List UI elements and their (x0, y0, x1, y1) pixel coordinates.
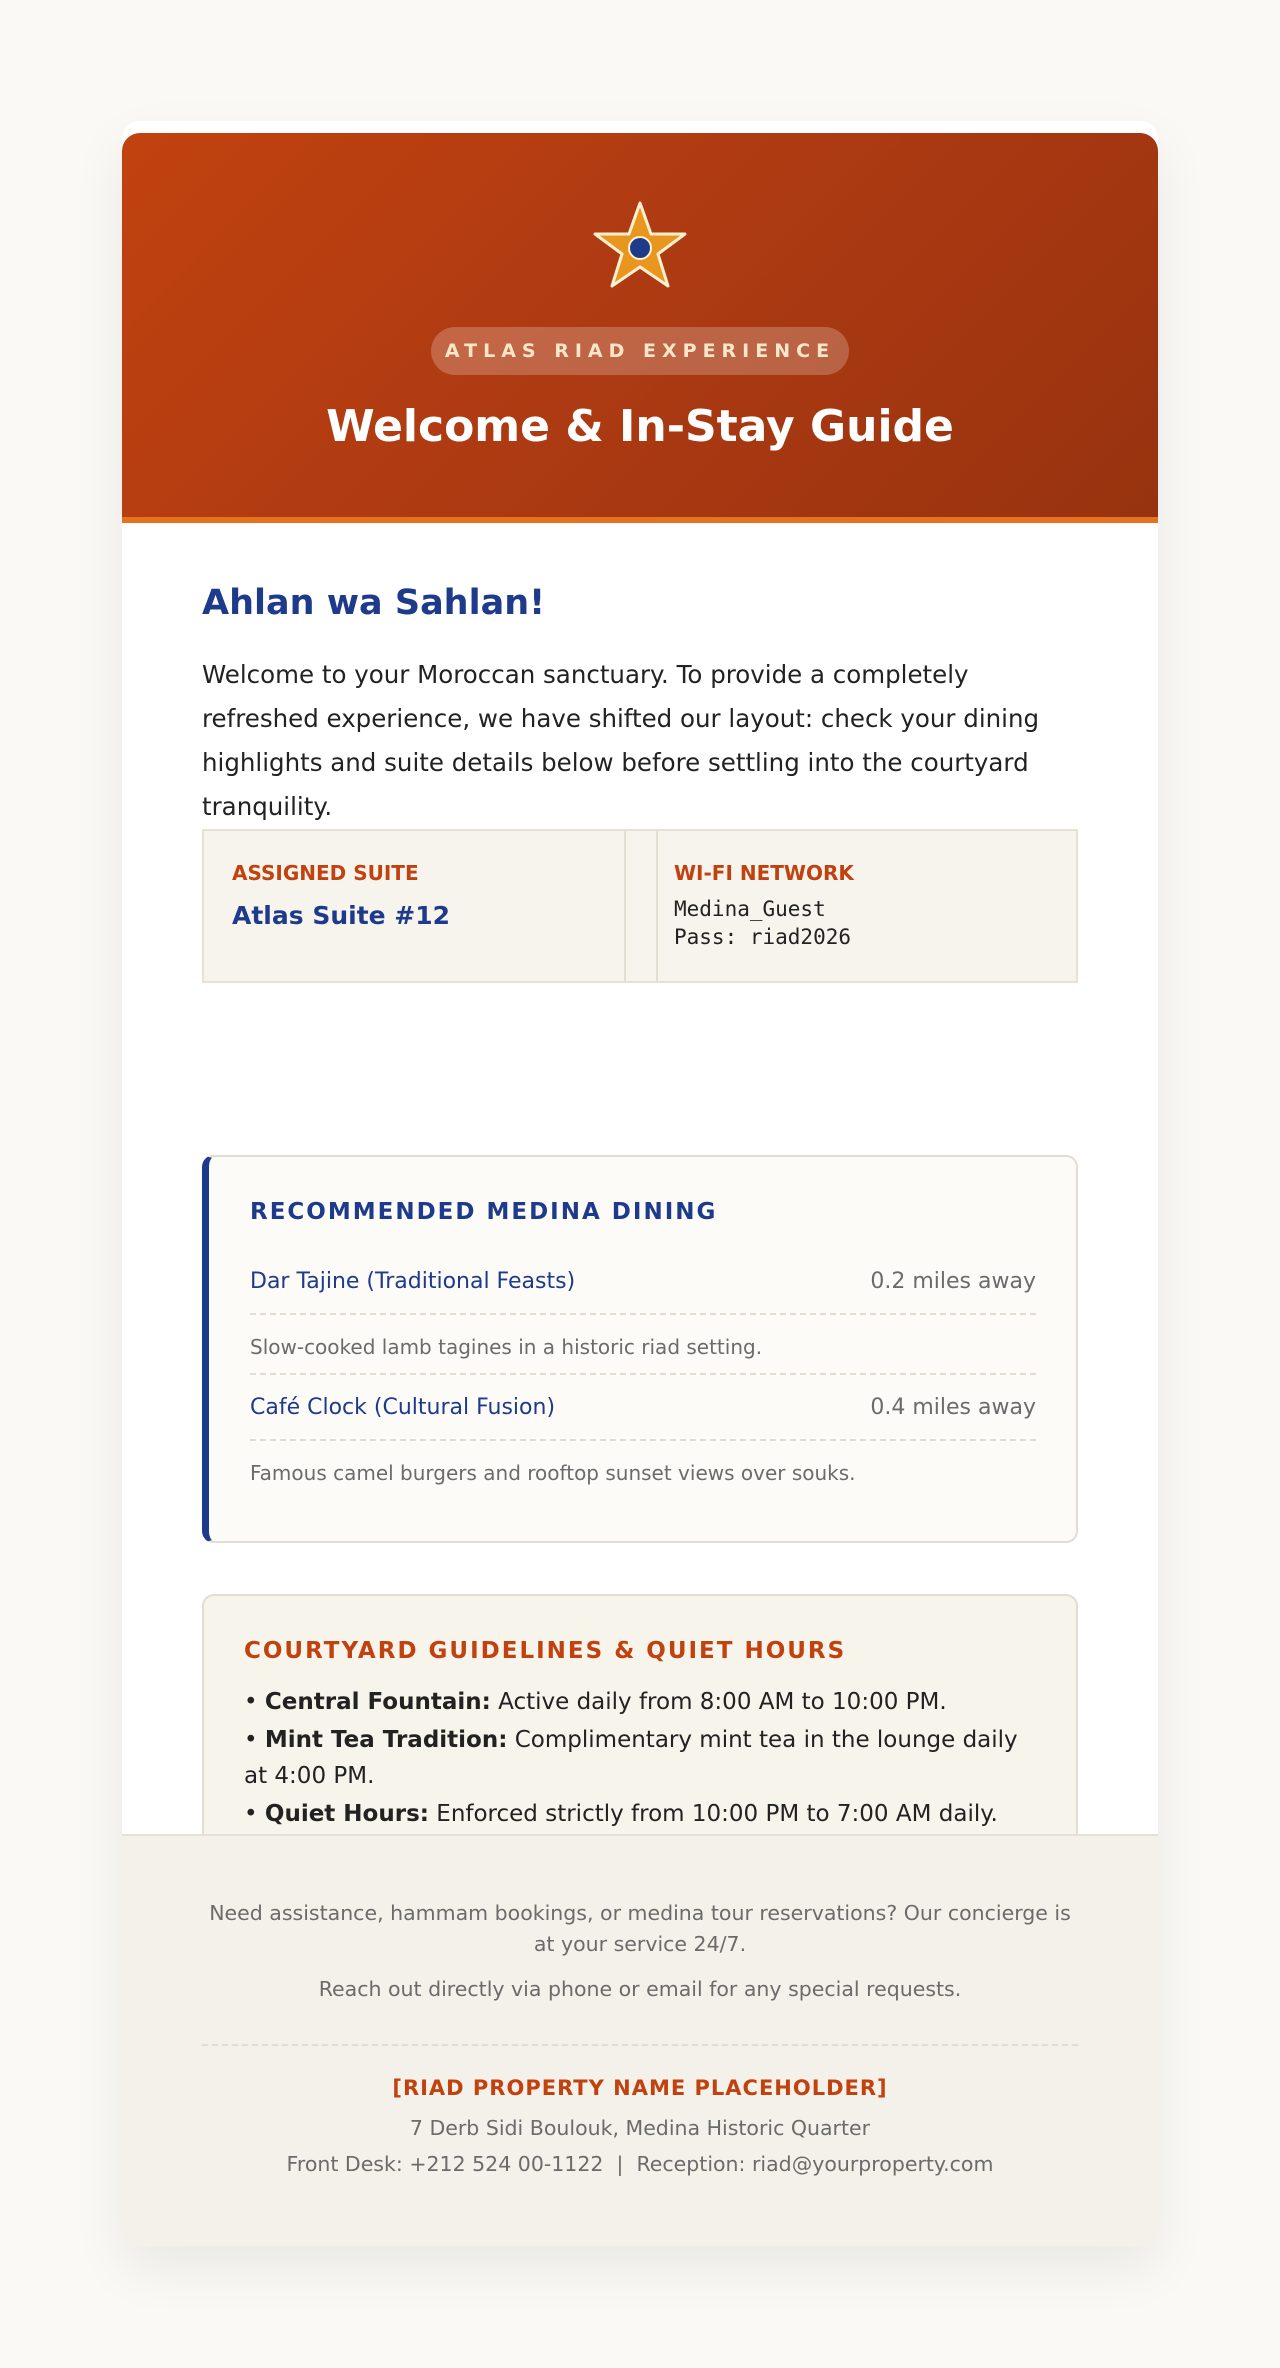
guideline-item (244, 1684, 1034, 1720)
bullet: • (244, 1727, 258, 1753)
dining-divider (250, 1373, 1036, 1375)
suite-info (204, 831, 624, 981)
dining-divider (250, 1313, 1036, 1315)
bullet: • (244, 1689, 258, 1715)
guide-card (122, 121, 1158, 2246)
guidelines-heading: COURTYARD GUIDELINES & QUIET HOURS (244, 1638, 847, 1664)
star-emblem-icon (590, 199, 690, 291)
property-name: [RIAD PROPERTY NAME PLACEHOLDER] (392, 2076, 888, 2100)
guideline-item (244, 1796, 1034, 1832)
suite-value: Atlas Suite #12 (232, 901, 451, 930)
footer-divider (202, 2044, 1078, 2046)
property-address: 7 Derb Sidi Boulouk, Medina Historic Quarter (409, 2116, 871, 2140)
front-desk-phone[interactable]: +212 524 00-1122 (409, 2152, 604, 2176)
guideline-item (244, 1722, 1034, 1794)
contact-note: Reach out directly via phone or email for any special requests. (318, 1977, 962, 2001)
reception-email[interactable]: riad@yourproperty.com (752, 2152, 994, 2176)
guidelines-list (244, 1684, 1034, 1834)
guideline-text: Complimentary mint tea in the lounge daily at 4:00 PM. (244, 1727, 1018, 1789)
restaurant-description: Slow-cooked lamb tagines in a historic riad setting. (250, 1335, 763, 1359)
greeting-heading: Ahlan wa Sahlan! (202, 583, 546, 623)
dining-heading: RECOMMENDED MEDINA DINING (250, 1199, 718, 1225)
guideline-text: Enforced strictly from 10:00 PM to 7:00 AM daily. (436, 1801, 998, 1827)
restaurant-name: Café Clock (Cultural Fusion) (250, 1395, 556, 1420)
hero-badge: ATLAS RIAD EXPERIENCE (431, 327, 849, 375)
guideline-title: Mint Tea Tradition: (264, 1727, 508, 1753)
hero-header (122, 133, 1158, 523)
info-divider (624, 831, 626, 981)
restaurant-distance: 0.4 miles away (870, 1395, 1036, 1420)
dining-divider (250, 1439, 1036, 1441)
guideline-text: Active daily from 8:00 AM to 10:00 PM. (498, 1689, 947, 1715)
wifi-label: WI-FI NETWORK (674, 861, 854, 885)
guideline-title: Quiet Hours: (264, 1801, 429, 1827)
wifi-network: Medina_Guest (674, 897, 826, 921)
wifi-info (658, 831, 1076, 981)
page-title: Welcome & In-Stay Guide (326, 401, 954, 452)
front-desk-label: Front Desk: (286, 2152, 403, 2176)
wifi-password: Pass: riad2026 (674, 925, 852, 949)
bullet: • (244, 1801, 258, 1827)
assistance-text: Need assistance, hammam bookings, or medina tour reservations? Our concierge is at your service 24/7. (209, 1901, 1071, 1956)
contact-separator: | (616, 2152, 624, 2176)
reception-label: Reception: (636, 2152, 746, 2176)
guideline-title: Central Fountain: (264, 1689, 491, 1715)
contact-line (122, 2152, 1158, 2176)
restaurant-distance: 0.2 miles away (870, 1269, 1036, 1294)
stay-info-panel (202, 829, 1078, 983)
footer (122, 1834, 1158, 2246)
intro-paragraph: Welcome to your Moroccan sanctuary. To provide a completely refreshed experience, we have shifted our layout: check your dining highlights and suite details below before settling into the courtyard tranquility. (202, 660, 1040, 821)
restaurant-description: Famous camel burgers and rooftop sunset views over souks. (250, 1461, 856, 1485)
dining-section (202, 1155, 1078, 1543)
suite-label: ASSIGNED SUITE (232, 861, 419, 885)
restaurant-name: Dar Tajine (Traditional Feasts) (250, 1269, 576, 1294)
